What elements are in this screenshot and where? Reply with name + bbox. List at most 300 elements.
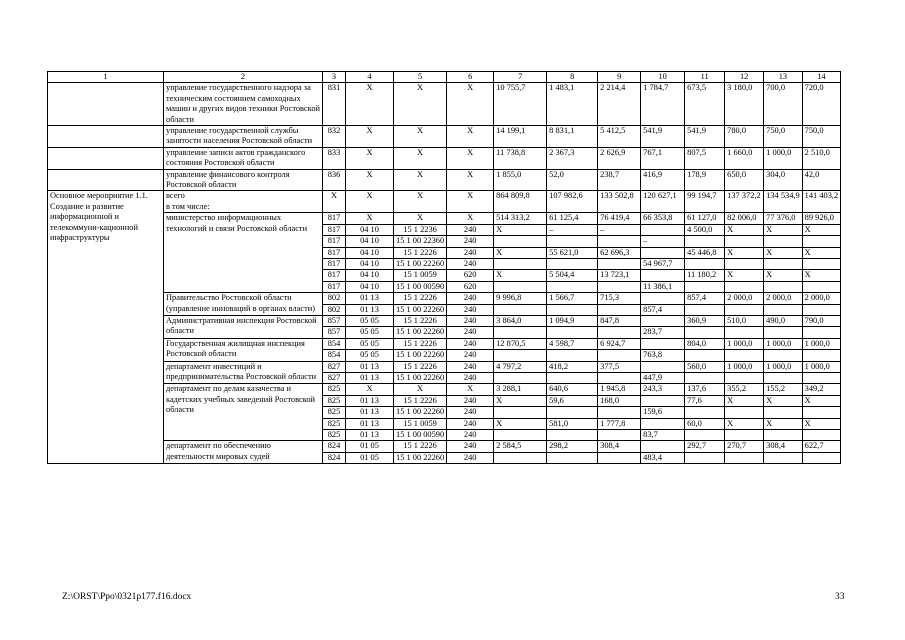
value-cell: 240 bbox=[447, 304, 494, 315]
value-cell: 240 bbox=[447, 372, 494, 383]
value-cell: 240 bbox=[447, 327, 494, 338]
value-cell: 857,4 bbox=[641, 304, 685, 315]
value-cell: 240 bbox=[447, 395, 494, 406]
header-cell: 2 bbox=[164, 72, 323, 83]
value-cell: 2 000,0 bbox=[725, 293, 764, 304]
value-cell: 6 924,7 bbox=[598, 338, 641, 349]
value-cell: – bbox=[598, 224, 641, 235]
value-cell: 52,0 bbox=[547, 169, 598, 191]
executor-cell: Государственная жилищная инспекция Ростовской области bbox=[164, 338, 323, 361]
value-cell: 60,0 bbox=[685, 418, 725, 429]
value-cell: 418,2 bbox=[547, 361, 598, 372]
value-cell bbox=[802, 281, 841, 292]
page-number: 33 bbox=[835, 592, 845, 602]
value-cell: X bbox=[346, 169, 394, 191]
value-cell: 83,7 bbox=[641, 430, 685, 441]
value-cell bbox=[598, 236, 641, 247]
value-cell: 107 982,6 bbox=[547, 191, 598, 213]
value-cell: 15 1 00 22260 bbox=[394, 407, 447, 418]
value-cell: 1 000,0 bbox=[725, 361, 764, 372]
value-cell: 827 bbox=[323, 372, 346, 383]
value-cell bbox=[641, 361, 685, 372]
value-cell bbox=[598, 452, 641, 463]
value-cell bbox=[641, 247, 685, 258]
value-cell: 825 bbox=[323, 430, 346, 441]
value-cell bbox=[725, 304, 764, 315]
value-cell bbox=[641, 293, 685, 304]
value-cell: 447,9 bbox=[641, 372, 685, 383]
value-cell: 240 bbox=[447, 258, 494, 269]
table-row bbox=[48, 191, 841, 213]
value-cell: 01 05 bbox=[346, 441, 394, 452]
value-cell bbox=[685, 281, 725, 292]
value-cell: 620 bbox=[447, 281, 494, 292]
value-cell: 825 bbox=[323, 418, 346, 429]
value-cell: 04 10 bbox=[346, 258, 394, 269]
value-cell: X bbox=[802, 395, 841, 406]
value-cell: 59,6 bbox=[547, 395, 598, 406]
value-cell bbox=[598, 258, 641, 269]
value-cell: 9 996,8 bbox=[494, 293, 547, 304]
value-cell bbox=[494, 407, 547, 418]
value-cell: 12 870,5 bbox=[494, 338, 547, 349]
value-cell: 767,1 bbox=[641, 147, 685, 169]
value-cell: 833 bbox=[323, 147, 346, 169]
value-cell bbox=[598, 430, 641, 441]
value-cell: 790,0 bbox=[802, 315, 841, 326]
value-cell bbox=[802, 372, 841, 383]
table-row bbox=[48, 169, 841, 191]
value-cell: 240 bbox=[447, 350, 494, 361]
value-cell: 1 000,0 bbox=[764, 338, 803, 349]
value-cell: 1 945,8 bbox=[598, 384, 641, 395]
value-cell: 15 1 2236 bbox=[394, 224, 447, 235]
value-cell: 01 13 bbox=[346, 407, 394, 418]
value-cell bbox=[547, 452, 598, 463]
table-row bbox=[48, 213, 841, 224]
value-cell bbox=[547, 281, 598, 292]
footer-file-path: Z:\ORST\Ppo\0321p177.f16.docx bbox=[62, 592, 192, 602]
value-cell: X bbox=[725, 270, 764, 281]
value-cell: 807,5 bbox=[685, 147, 725, 169]
value-cell: 720,0 bbox=[802, 83, 841, 126]
value-cell: 10 755,7 bbox=[494, 83, 547, 126]
value-cell bbox=[802, 452, 841, 463]
table-row bbox=[48, 441, 841, 452]
value-cell: 864 809,8 bbox=[494, 191, 547, 213]
value-cell: 857,4 bbox=[685, 293, 725, 304]
value-cell: 240 bbox=[447, 452, 494, 463]
executor-cell: Правительство Ростовской области (управление инноваций в органах власти) bbox=[164, 293, 323, 316]
value-cell: X bbox=[323, 191, 346, 213]
value-cell: 1 784,7 bbox=[641, 83, 685, 126]
value-cell: 817 bbox=[323, 247, 346, 258]
value-cell bbox=[764, 236, 803, 247]
value-cell: 1 094,9 bbox=[547, 315, 598, 326]
value-cell: 1 777,8 bbox=[598, 418, 641, 429]
value-cell: 15 1 2226 bbox=[394, 395, 447, 406]
value-cell bbox=[802, 304, 841, 315]
value-cell: 581,0 bbox=[547, 418, 598, 429]
value-cell: 1 566,7 bbox=[547, 293, 598, 304]
value-cell: 15 1 0059 bbox=[394, 418, 447, 429]
value-cell bbox=[641, 441, 685, 452]
table-row bbox=[48, 126, 841, 148]
value-cell: 82 006,0 bbox=[725, 213, 764, 224]
value-cell: 560,0 bbox=[685, 361, 725, 372]
value-cell bbox=[547, 430, 598, 441]
value-cell: 240 bbox=[447, 441, 494, 452]
value-cell: 854 bbox=[323, 338, 346, 349]
value-cell: X bbox=[447, 384, 494, 395]
value-cell: 514 313,2 bbox=[494, 213, 547, 224]
value-cell bbox=[725, 236, 764, 247]
header-cell: 6 bbox=[447, 72, 494, 83]
value-cell bbox=[725, 350, 764, 361]
value-cell: 622,7 bbox=[802, 441, 841, 452]
value-cell: 05 05 bbox=[346, 350, 394, 361]
value-cell: 15 1 2226 bbox=[394, 293, 447, 304]
value-cell: X bbox=[394, 169, 447, 191]
value-cell: 4 797,2 bbox=[494, 361, 547, 372]
table-row bbox=[48, 315, 841, 326]
value-cell: 1 000,0 bbox=[764, 361, 803, 372]
value-cell: X bbox=[447, 213, 494, 224]
value-cell: 04 10 bbox=[346, 247, 394, 258]
value-cell: X bbox=[494, 224, 547, 235]
value-cell: 77,6 bbox=[685, 395, 725, 406]
value-cell: 15 1 00 22260 bbox=[394, 350, 447, 361]
value-cell: 490,0 bbox=[764, 315, 803, 326]
value-cell: 1 660,0 bbox=[725, 147, 764, 169]
value-cell: X bbox=[346, 147, 394, 169]
value-cell: X bbox=[346, 126, 394, 148]
value-cell bbox=[598, 281, 641, 292]
measure-cell bbox=[48, 169, 164, 191]
value-cell: 168,0 bbox=[598, 395, 641, 406]
value-cell: 2 000,0 bbox=[802, 293, 841, 304]
value-cell: 1 483,1 bbox=[547, 83, 598, 126]
value-cell bbox=[685, 258, 725, 269]
header-cell: 7 bbox=[494, 72, 547, 83]
value-cell: 824 bbox=[323, 452, 346, 463]
value-cell: 308,4 bbox=[598, 441, 641, 452]
value-cell: X bbox=[447, 83, 494, 126]
value-cell bbox=[764, 350, 803, 361]
value-cell: 804,0 bbox=[685, 338, 725, 349]
value-cell: 01 13 bbox=[346, 395, 394, 406]
value-cell bbox=[685, 327, 725, 338]
value-cell: X bbox=[394, 191, 447, 213]
value-cell: 05 05 bbox=[346, 315, 394, 326]
value-cell: 15 1 00 22360 bbox=[394, 236, 447, 247]
value-cell bbox=[547, 236, 598, 247]
budget-table bbox=[47, 71, 841, 464]
value-cell: X bbox=[764, 247, 803, 258]
value-cell bbox=[547, 372, 598, 383]
value-cell: 61 127,0 bbox=[685, 213, 725, 224]
header-cell: 1 bbox=[48, 72, 164, 83]
value-cell: X bbox=[394, 384, 447, 395]
value-cell bbox=[641, 315, 685, 326]
table-row bbox=[48, 83, 841, 126]
value-cell: 15 1 2226 bbox=[394, 441, 447, 452]
value-cell bbox=[598, 407, 641, 418]
value-cell: 04 10 bbox=[346, 224, 394, 235]
value-cell: 15 1 00 22260 bbox=[394, 327, 447, 338]
value-cell bbox=[641, 418, 685, 429]
value-cell bbox=[598, 372, 641, 383]
value-cell: 298,2 bbox=[547, 441, 598, 452]
value-cell: 831 bbox=[323, 83, 346, 126]
value-cell: 11 180,2 bbox=[685, 270, 725, 281]
value-cell: X bbox=[394, 147, 447, 169]
value-cell: 510,0 bbox=[725, 315, 764, 326]
value-cell: 824 bbox=[323, 441, 346, 452]
value-cell: 283,7 bbox=[641, 327, 685, 338]
value-cell: 42,0 bbox=[802, 169, 841, 191]
value-cell: 141 403,2 bbox=[802, 191, 841, 213]
header-cell: 4 bbox=[346, 72, 394, 83]
value-cell: 243,3 bbox=[641, 384, 685, 395]
value-cell: 3 180,0 bbox=[725, 83, 764, 126]
value-cell: 45 446,8 bbox=[685, 247, 725, 258]
value-cell: X bbox=[725, 418, 764, 429]
value-cell: 620 bbox=[447, 270, 494, 281]
value-cell: 14 199,1 bbox=[494, 126, 547, 148]
value-cell: 640,6 bbox=[547, 384, 598, 395]
table-row bbox=[48, 293, 841, 304]
value-cell bbox=[494, 372, 547, 383]
value-cell bbox=[547, 407, 598, 418]
value-cell: 1 000,0 bbox=[802, 338, 841, 349]
value-cell: 15 1 00 00590 bbox=[394, 281, 447, 292]
value-cell bbox=[685, 350, 725, 361]
value-cell: X bbox=[725, 224, 764, 235]
value-cell bbox=[547, 304, 598, 315]
executor-cell: Административная инспекция Ростовской области bbox=[164, 315, 323, 338]
value-cell: 832 bbox=[323, 126, 346, 148]
value-cell: 817 bbox=[323, 258, 346, 269]
value-cell: 817 bbox=[323, 213, 346, 224]
value-cell: X bbox=[802, 270, 841, 281]
value-cell: 01 13 bbox=[346, 304, 394, 315]
value-cell bbox=[494, 452, 547, 463]
value-cell: 780,0 bbox=[725, 126, 764, 148]
value-cell bbox=[725, 372, 764, 383]
executor-cell: управление государственного надзора за техническим состоянием самоходных машин и других видов техники Ростовской области bbox=[164, 83, 323, 126]
value-cell bbox=[725, 452, 764, 463]
value-cell: 650,0 bbox=[725, 169, 764, 191]
value-cell: 89 926,0 bbox=[802, 213, 841, 224]
value-cell: X bbox=[764, 418, 803, 429]
measure-cell bbox=[48, 147, 164, 169]
executor-cell: управление финансового контроля Ростовской области bbox=[164, 169, 323, 191]
value-cell: 240 bbox=[447, 224, 494, 235]
value-cell: X bbox=[764, 270, 803, 281]
value-cell bbox=[494, 236, 547, 247]
value-cell: 1 000,0 bbox=[802, 361, 841, 372]
value-cell: 377,5 bbox=[598, 361, 641, 372]
value-cell: 137,6 bbox=[685, 384, 725, 395]
value-cell: 240 bbox=[447, 338, 494, 349]
value-cell bbox=[685, 236, 725, 247]
value-cell: 673,5 bbox=[685, 83, 725, 126]
value-cell bbox=[725, 327, 764, 338]
value-cell: 2 584,5 bbox=[494, 441, 547, 452]
value-cell: 155,2 bbox=[764, 384, 803, 395]
value-cell bbox=[641, 224, 685, 235]
value-cell bbox=[764, 407, 803, 418]
value-cell: X bbox=[802, 418, 841, 429]
header-cell: 8 bbox=[547, 72, 598, 83]
value-cell: 04 10 bbox=[346, 270, 394, 281]
value-cell: 66 353,8 bbox=[641, 213, 685, 224]
value-cell: 2 367,3 bbox=[547, 147, 598, 169]
value-cell: X bbox=[494, 418, 547, 429]
value-cell: 802 bbox=[323, 293, 346, 304]
value-cell bbox=[725, 430, 764, 441]
value-cell bbox=[641, 338, 685, 349]
value-cell bbox=[685, 372, 725, 383]
value-cell: 817 bbox=[323, 281, 346, 292]
value-cell: 304,0 bbox=[764, 169, 803, 191]
value-cell: 240 bbox=[447, 418, 494, 429]
value-cell: X bbox=[394, 213, 447, 224]
value-cell: X bbox=[346, 83, 394, 126]
value-cell: 817 bbox=[323, 236, 346, 247]
table-row bbox=[48, 338, 841, 349]
value-cell: 2 510,0 bbox=[802, 147, 841, 169]
value-cell: 349,2 bbox=[802, 384, 841, 395]
value-cell: 292,7 bbox=[685, 441, 725, 452]
value-cell: X bbox=[447, 191, 494, 213]
value-cell: X bbox=[494, 270, 547, 281]
value-cell: 15 1 0059 bbox=[394, 270, 447, 281]
value-cell: 159,6 bbox=[641, 407, 685, 418]
value-cell: 01 13 bbox=[346, 430, 394, 441]
value-cell bbox=[494, 304, 547, 315]
value-cell: 825 bbox=[323, 384, 346, 395]
value-cell: 133 502,8 bbox=[598, 191, 641, 213]
value-cell: 137 372,2 bbox=[725, 191, 764, 213]
header-cell: 3 bbox=[323, 72, 346, 83]
value-cell: X bbox=[447, 126, 494, 148]
value-cell: 541,9 bbox=[641, 126, 685, 148]
value-cell: 238,7 bbox=[598, 169, 641, 191]
value-cell bbox=[494, 281, 547, 292]
value-cell: 54 967,7 bbox=[641, 258, 685, 269]
value-cell: 715,3 bbox=[598, 293, 641, 304]
value-cell: 240 bbox=[447, 293, 494, 304]
value-cell bbox=[641, 270, 685, 281]
value-cell: X bbox=[394, 126, 447, 148]
value-cell bbox=[802, 407, 841, 418]
value-cell: 8 831,1 bbox=[547, 126, 598, 148]
value-cell: 240 bbox=[447, 247, 494, 258]
header-cell: 9 bbox=[598, 72, 641, 83]
executor-cell: всего в том числе: bbox=[164, 191, 323, 213]
value-cell: X bbox=[725, 247, 764, 258]
value-cell: 01 13 bbox=[346, 361, 394, 372]
value-cell: 15 1 2226 bbox=[394, 247, 447, 258]
value-cell: 836 bbox=[323, 169, 346, 191]
value-cell: X bbox=[447, 147, 494, 169]
value-cell bbox=[725, 407, 764, 418]
value-cell: 04 10 bbox=[346, 236, 394, 247]
value-cell: 240 bbox=[447, 315, 494, 326]
value-cell bbox=[764, 452, 803, 463]
value-cell: 308,4 bbox=[764, 441, 803, 452]
value-cell bbox=[802, 236, 841, 247]
value-cell: 5 412,5 bbox=[598, 126, 641, 148]
value-cell: 05 05 bbox=[346, 327, 394, 338]
value-cell: 11 738,8 bbox=[494, 147, 547, 169]
table-row bbox=[48, 147, 841, 169]
value-cell: 15 1 00 22260 bbox=[394, 258, 447, 269]
value-cell: 2 000,0 bbox=[764, 293, 803, 304]
executor-cell: департамент по обеспечению деятельности мировых судей bbox=[164, 441, 323, 464]
value-cell bbox=[802, 327, 841, 338]
value-cell: 240 bbox=[447, 236, 494, 247]
table-body bbox=[48, 72, 841, 464]
value-cell: X bbox=[494, 395, 547, 406]
value-cell: 3 864,0 bbox=[494, 315, 547, 326]
value-cell: 2 626,9 bbox=[598, 147, 641, 169]
value-cell: 04 10 bbox=[346, 281, 394, 292]
value-cell: 01 13 bbox=[346, 293, 394, 304]
value-cell: 817 bbox=[323, 224, 346, 235]
value-cell: 4 500,0 bbox=[685, 224, 725, 235]
value-cell: – bbox=[641, 236, 685, 247]
value-cell: X bbox=[447, 169, 494, 191]
value-cell: 857 bbox=[323, 315, 346, 326]
value-cell: X bbox=[764, 224, 803, 235]
value-cell bbox=[725, 281, 764, 292]
value-cell bbox=[494, 327, 547, 338]
header-cell: 12 bbox=[725, 72, 764, 83]
value-cell: X bbox=[802, 247, 841, 258]
value-cell: 825 bbox=[323, 407, 346, 418]
value-cell: 62 696,3 bbox=[598, 247, 641, 258]
value-cell bbox=[685, 407, 725, 418]
value-cell: 5 504,4 bbox=[547, 270, 598, 281]
header-cell: 13 bbox=[764, 72, 803, 83]
value-cell: 99 194,7 bbox=[685, 191, 725, 213]
value-cell: 55 621,0 bbox=[547, 247, 598, 258]
header-cell: 10 bbox=[641, 72, 685, 83]
value-cell bbox=[764, 304, 803, 315]
value-cell: 134 534,9 bbox=[764, 191, 803, 213]
value-cell: 847,8 bbox=[598, 315, 641, 326]
value-cell: 15 1 2226 bbox=[394, 361, 447, 372]
value-cell: 120 627,1 bbox=[641, 191, 685, 213]
value-cell bbox=[547, 327, 598, 338]
value-cell bbox=[725, 258, 764, 269]
value-cell bbox=[598, 304, 641, 315]
value-cell bbox=[764, 327, 803, 338]
value-cell bbox=[764, 258, 803, 269]
value-cell bbox=[802, 350, 841, 361]
value-cell bbox=[598, 350, 641, 361]
value-cell: 1 000,0 bbox=[725, 338, 764, 349]
value-cell bbox=[494, 350, 547, 361]
value-cell bbox=[547, 258, 598, 269]
value-cell bbox=[685, 452, 725, 463]
value-cell: – bbox=[547, 224, 598, 235]
value-cell: 355,2 bbox=[725, 384, 764, 395]
value-cell: 1 855,0 bbox=[494, 169, 547, 191]
